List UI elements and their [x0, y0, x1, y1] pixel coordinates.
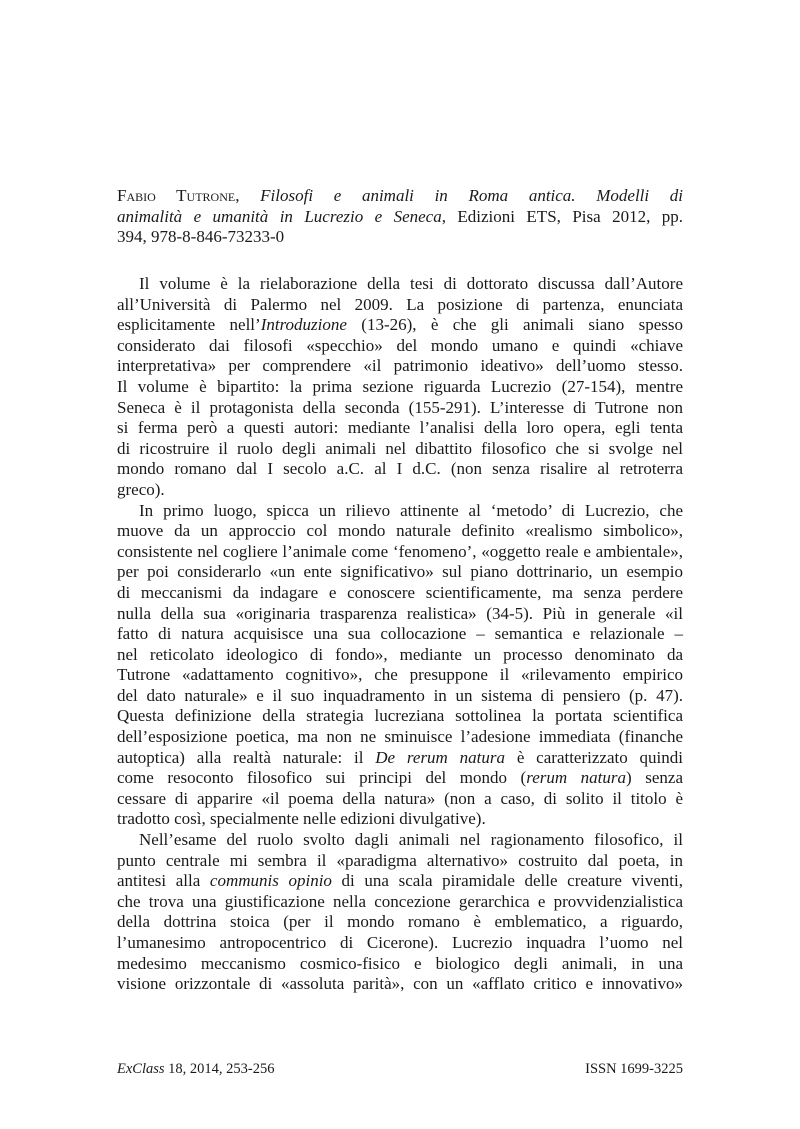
- text-line: [117, 583, 683, 604]
- text-line: [117, 645, 683, 666]
- text-segment: Il volume è bipartito: la prima sezione riguarda Lucrezio (27-154), mentre: [117, 376, 683, 396]
- text-segment: Tutrone «adattamento cognitivo», che presuppone il «rilevamento empirico: [117, 665, 683, 685]
- text-segment: mondo romano dal I secolo a.C. al I d.C. (non senza risalire al retroterra: [117, 459, 683, 479]
- text-segment: antitesi alla: [117, 871, 210, 891]
- italic-text: rerum natura: [526, 768, 627, 788]
- text-line: [117, 954, 683, 975]
- text-line: [117, 418, 683, 439]
- text-line: [117, 933, 683, 954]
- text-line: [117, 336, 683, 357]
- text-line: [117, 624, 683, 645]
- text-segment: punto centrale mi sembra il «paradigma alternativo» costruito dal poeta, in: [117, 850, 683, 870]
- text-line: [117, 665, 683, 686]
- text-segment: Il volume è la rielaborazione della tesi di dottorato discussa dall’Autore: [139, 274, 683, 293]
- text-segment: per poi considerarlo «un ente significativo» sul piano dottrinario, un esempio: [117, 562, 683, 582]
- text-line: [117, 892, 683, 913]
- italic-text: Filosofi e animali in Roma antica. Modelli di: [260, 186, 684, 205]
- text-segment: nulla della sua «originaria trasparenza realistica» (34-5). Più in generale «il: [117, 603, 683, 623]
- text-line: [117, 274, 683, 295]
- text-segment: è caratterizzato quindi: [505, 747, 683, 767]
- text-segment: dell’esposizione poetica, ma non ne sminuisce l’adesione immediata (finanche: [117, 727, 683, 747]
- text-line: [117, 207, 683, 228]
- text-line: [117, 459, 683, 480]
- text-line: [117, 439, 683, 460]
- text-segment: si ferma però a questi autori: mediante l’analisi della loro opera, egli tenta: [117, 418, 683, 438]
- text-segment: greco).: [117, 479, 165, 499]
- text-segment: ,: [235, 186, 261, 205]
- text-segment: 394, 978-8-846-73233-0: [117, 227, 285, 247]
- italic-text: communis opinio: [209, 871, 332, 891]
- review-body: [117, 274, 683, 995]
- text-segment: tradotto così, specialmente nelle edizioni divulgative).: [117, 809, 486, 829]
- text-segment: di ricostruire il ruolo degli animali nel dibattito filosofico che si svolge nel: [117, 438, 683, 458]
- text-line: [117, 912, 683, 933]
- paragraph: [117, 830, 683, 995]
- text-line: [117, 604, 683, 625]
- text-segment: nel reticolato ideologico di fondo», mediante un processo denominato da: [117, 644, 683, 664]
- text-segment: della dottrina stoica (per il mondo romano è emblematico, a riguardo,: [117, 912, 683, 932]
- text-segment: all’Università di Palermo nel 2009. La posizione di partenza, enunciata: [117, 294, 683, 314]
- italic-text: De rerum natura: [375, 747, 505, 767]
- text-line: [117, 748, 683, 769]
- footer-citation: [117, 1061, 275, 1078]
- text-line: [117, 830, 683, 851]
- text-line: [117, 377, 683, 398]
- italic-text: animalità e umanità in Lucrezio e Seneca: [117, 206, 442, 226]
- text-line: [117, 809, 683, 830]
- text-line: [117, 686, 683, 707]
- text-line: [117, 501, 683, 522]
- bibliographic-header: [117, 186, 683, 248]
- text-line: [117, 542, 683, 563]
- issue-pages: 18, 2014, 253-256: [164, 1061, 275, 1077]
- text-line: [117, 706, 683, 727]
- text-segment: cessare di apparire «il poema della natura» (non a caso, di solito il titolo è: [117, 788, 683, 808]
- footer-issn: ISSN 1699-3225: [585, 1061, 683, 1077]
- text-line: [117, 789, 683, 810]
- text-line: [117, 521, 683, 542]
- journal-name: ExClass: [117, 1061, 165, 1077]
- text-line: [117, 871, 683, 892]
- text-segment: che trova una giustificazione nella concezione gerarchica e provvidenzialistica: [117, 891, 683, 911]
- text-line: [117, 768, 683, 789]
- text-segment: (13-26), è che gli animali siano spesso: [346, 315, 683, 335]
- text-segment: esplicitamente nell’: [117, 315, 261, 335]
- text-segment: come resoconto filosofico sui principi del mondo (: [117, 768, 527, 788]
- text-line: [117, 186, 683, 207]
- text-segment: In primo luogo, spicca un rilievo attinente al ‘metodo’ di Lucrezio, che: [139, 500, 683, 520]
- text-line: [117, 295, 683, 316]
- text-segment: di una scala piramidale delle creature viventi,: [331, 871, 683, 891]
- text-line: [117, 227, 683, 248]
- text-segment: Questa definizione della strategia lucreziana sottolinea la portata scientifica: [117, 706, 683, 726]
- text-segment: considerato dai filosofi «specchio» del mondo umano e quindi «chiave: [117, 335, 683, 355]
- text-segment: visione orizzontale di «assoluta parità», con un «afflato critico e innovativo»: [117, 974, 683, 994]
- author-name: Fabio Tutrone: [117, 186, 236, 205]
- text-line: [117, 315, 683, 336]
- text-segment: interpretativa» per comprendere «il patrimonio ideativo» dell’uomo stesso.: [117, 356, 683, 376]
- text-segment: autoptica) alla realtà naturale: il: [117, 747, 376, 767]
- text-segment: muove da un approccio col mondo naturale definito «realismo simbolico»,: [117, 521, 683, 541]
- text-line: [117, 851, 683, 872]
- text-line: [117, 356, 683, 377]
- text-line: [117, 398, 683, 419]
- text-segment: ) senza: [626, 768, 683, 788]
- text-line: [117, 562, 683, 583]
- text-segment: medesimo meccanismo cosmico-fisico e biologico degli animali, in una: [117, 953, 683, 973]
- text-line: [117, 480, 683, 501]
- text-segment: consistente nel cogliere l’animale come ‘fenomeno’, «oggetto reale e ambientale»,: [117, 541, 683, 561]
- text-segment: di meccanismi da indagare e conoscere scientificamente, ma senza perdere: [117, 582, 683, 602]
- text-line: [117, 727, 683, 748]
- text-segment: del dato naturale» e il suo inquadramento in un sistema di pensiero (p. 47).: [117, 685, 683, 705]
- italic-text: Introduzione: [260, 315, 347, 335]
- text-segment: Nell’esame del ruolo svolto dagli animali nel ragionamento filosofico, il: [139, 830, 683, 850]
- text-segment: fatto di natura acquisisce una sua collocazione – semantica e relazionale –: [117, 624, 683, 644]
- paragraph: [117, 501, 683, 831]
- text-line: [117, 974, 683, 995]
- paragraph: [117, 274, 683, 501]
- text-segment: Seneca è il protagonista della seconda (155-291). L’interesse di Tutrone non: [117, 397, 683, 417]
- text-segment: l’umanesimo antropocentrico di Cicerone). Lucrezio inquadra l’uomo nel: [117, 933, 683, 952]
- text-segment: , Edizioni ETS, Pisa 2012, pp.: [441, 206, 683, 226]
